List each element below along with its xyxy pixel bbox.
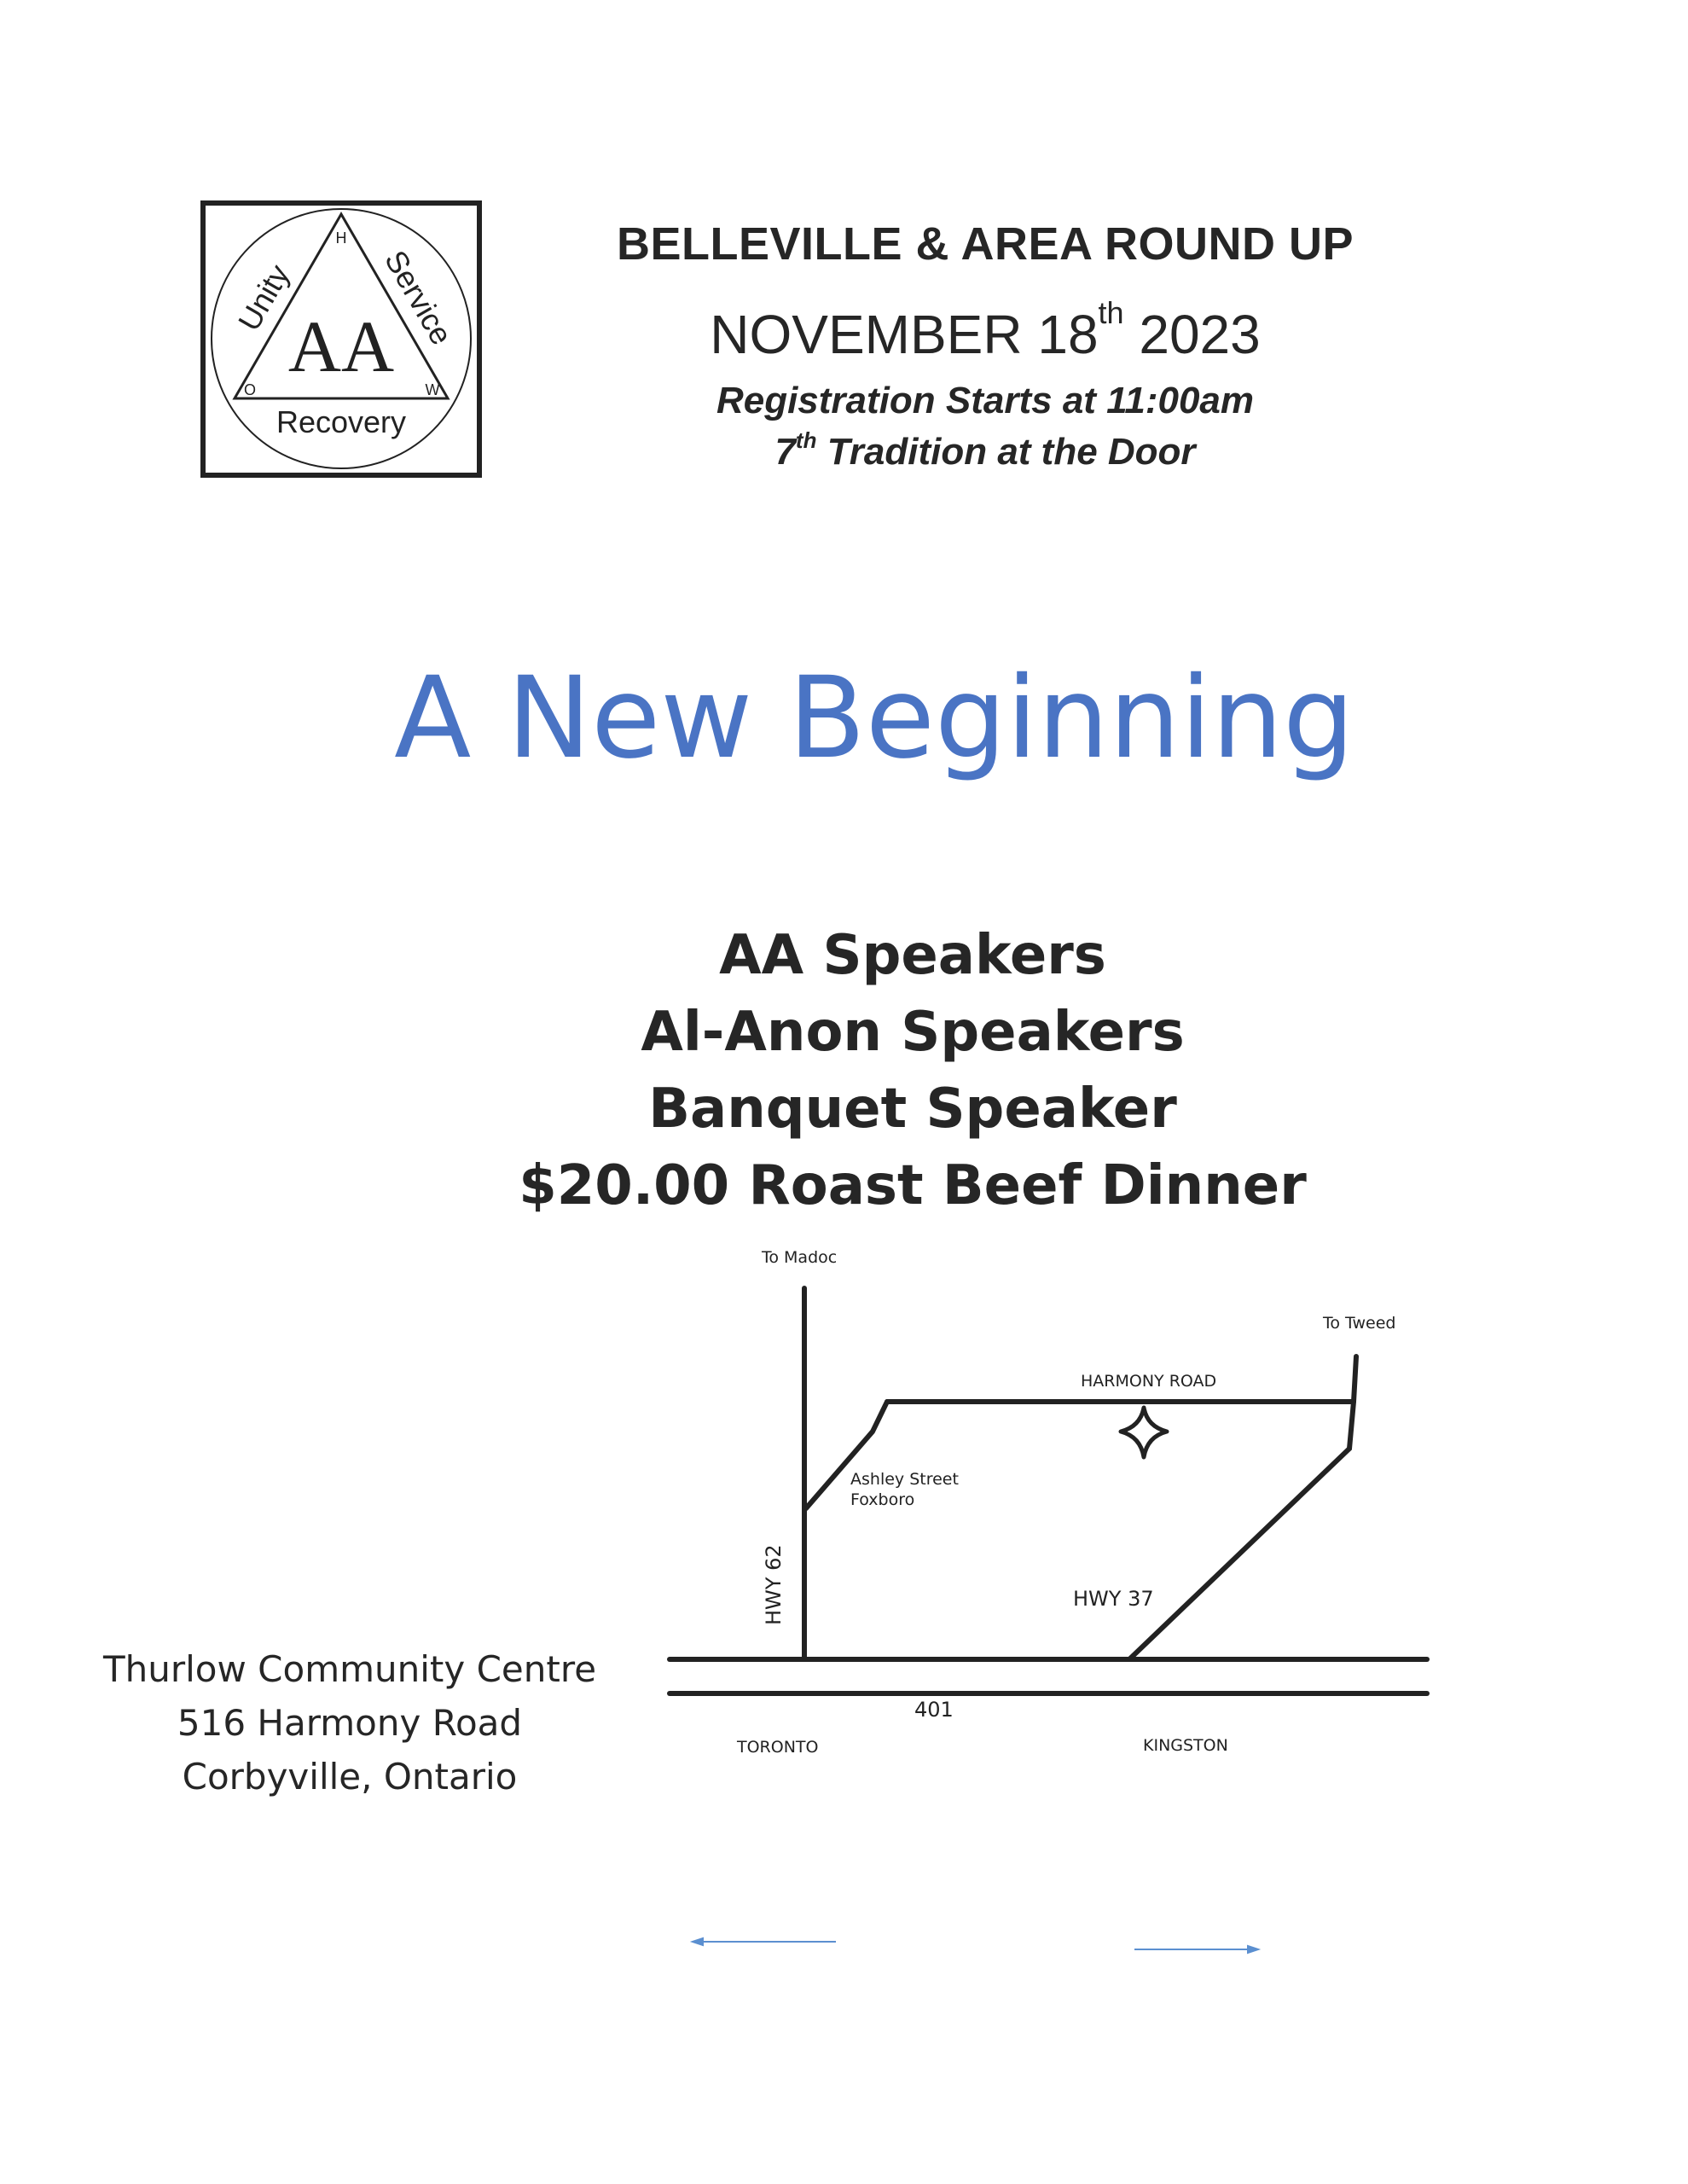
venue-street: 516 Harmony Road bbox=[177, 1702, 523, 1744]
foxboro-label: Foxboro bbox=[850, 1490, 915, 1509]
logo-aa-text: AA bbox=[287, 305, 395, 387]
kingston-label: KINGSTON bbox=[1143, 1736, 1228, 1755]
event-date bbox=[512, 295, 1459, 366]
hwy37-road bbox=[1129, 1449, 1349, 1659]
event-date-day: NOVEMBER 18 bbox=[710, 304, 1099, 365]
tradition-number: 7 bbox=[774, 431, 796, 473]
ashley-street-label: Ashley Street bbox=[850, 1470, 959, 1489]
tradition-ordinal: th bbox=[795, 427, 817, 453]
east-arrow-icon bbox=[1248, 1946, 1258, 1953]
harmony-road-label: HARMONY ROAD bbox=[1081, 1372, 1217, 1391]
tradition-text: Tradition at the Door bbox=[816, 431, 1196, 473]
toronto-label: TORONTO bbox=[737, 1738, 819, 1757]
feature-item: AA Speakers bbox=[719, 924, 1106, 987]
tradition-note bbox=[512, 427, 1459, 473]
event-date-ordinal: th bbox=[1098, 295, 1124, 330]
aa-logo bbox=[200, 200, 482, 478]
logo-w-text: W bbox=[425, 381, 440, 398]
ashley-street-road bbox=[806, 1402, 887, 1508]
venue-address bbox=[68, 1642, 631, 1804]
logo-o-text: O bbox=[243, 381, 257, 398]
venue-star-icon bbox=[1121, 1408, 1167, 1457]
logo-recovery-text: Recovery bbox=[276, 404, 407, 439]
event-date-year: 2023 bbox=[1123, 304, 1261, 365]
feature-item: Banquet Speaker bbox=[648, 1077, 1177, 1141]
event-title: BELLEVILLE & AREA ROUND UP bbox=[616, 218, 1354, 270]
tweed-road bbox=[1349, 1356, 1356, 1449]
west-arrow-icon bbox=[693, 1938, 703, 1945]
feature-item: Al-Anon Speakers bbox=[641, 1001, 1185, 1064]
hwy401-label: 401 bbox=[914, 1698, 954, 1722]
logo-h-text: H bbox=[335, 229, 347, 247]
logo-unity-text: Unity bbox=[230, 258, 297, 337]
registration-time: Registration Starts at 11:00am bbox=[716, 380, 1255, 421]
feature-list bbox=[426, 917, 1399, 1224]
to-madoc-label: To Madoc bbox=[762, 1248, 838, 1267]
logo-service-text: Service bbox=[378, 244, 460, 351]
hwy37-label: HWY 37 bbox=[1073, 1587, 1154, 1611]
to-tweed-label: To Tweed bbox=[1323, 1314, 1396, 1333]
hwy62-label: HWY 62 bbox=[762, 1544, 786, 1625]
event-theme: A New Beginning bbox=[394, 653, 1354, 784]
venue-city: Corbyville, Ontario bbox=[182, 1756, 518, 1798]
venue-name: Thurlow Community Centre bbox=[102, 1648, 597, 1690]
feature-item: $20.00 Roast Beef Dinner bbox=[519, 1154, 1307, 1217]
